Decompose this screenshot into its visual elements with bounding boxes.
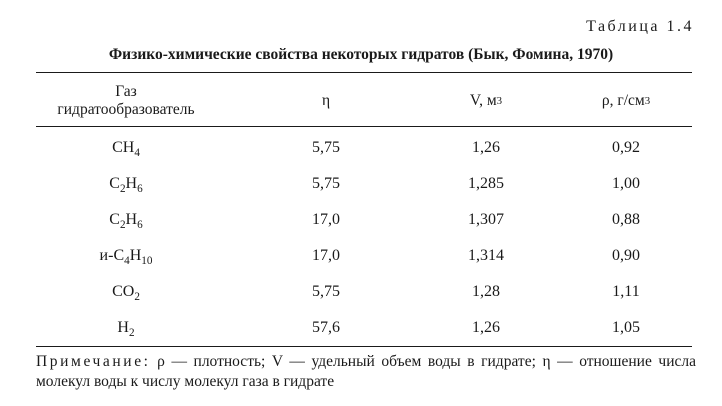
cell-eta: 57,6 [312, 319, 340, 336]
formula-subscript: 2 [119, 183, 126, 195]
cell-density: 0,90 [612, 247, 640, 264]
cell-volume: 1,285 [468, 175, 504, 192]
cell-gas [36, 166, 216, 202]
formula-text: CH [112, 139, 135, 156]
table-row [36, 130, 692, 166]
note-label: Примечание: [36, 353, 151, 370]
cell-volume: 1,307 [468, 211, 504, 228]
formula-subscript: 4 [134, 147, 140, 159]
table-row [36, 238, 692, 274]
table-note [36, 352, 696, 392]
header-volume: V, м 3 [469, 92, 503, 109]
cell-density: 0,88 [612, 211, 640, 228]
header-volume-label: V, м [469, 92, 497, 109]
cell-gas [36, 130, 216, 166]
cell-volume: 1,26 [472, 139, 500, 156]
table-title: Физико-химические свойства некоторых гидратов (Бык, Фомина, 1970) [108, 46, 614, 63]
gas-formula [109, 175, 142, 193]
formula-subscript: 10 [141, 255, 153, 267]
cell-density: 1,11 [612, 283, 640, 300]
formula-subscript: 2 [128, 327, 135, 339]
gas-formula [109, 211, 142, 229]
header-gas-line1: Газ [115, 83, 137, 100]
table-number: Таблица 1.4 [586, 18, 694, 35]
header-density-label: ρ, г/см [601, 92, 645, 109]
formula-text: C [109, 175, 120, 192]
formula-subscript: 4 [124, 255, 130, 267]
formula-subscript: 2 [134, 291, 140, 303]
formula-subscript: 6 [137, 219, 143, 231]
cell-eta: 5,75 [312, 175, 340, 192]
cell-volume: 1,28 [472, 283, 500, 300]
formula-text: и-C [99, 247, 125, 264]
gas-formula [112, 283, 140, 301]
cell-volume: 1,314 [468, 247, 504, 264]
formula-subscript: 6 [137, 183, 143, 195]
formula-text: H [117, 319, 129, 336]
table-header [36, 78, 692, 124]
table-row [36, 202, 692, 238]
cell-density: 1,05 [612, 319, 640, 336]
table-top-rule [36, 72, 692, 73]
formula-text: H [125, 175, 138, 192]
note-text: ρ — плотность; V — удельный объем воды в гидрате; η — отношение числа молекул воды к числу молекул газа в гидрате [36, 353, 696, 390]
cell-gas [36, 202, 216, 238]
formula-subscript: 2 [119, 219, 126, 231]
header-gas-line2: гидратообразователь [57, 101, 195, 118]
table-bottom-rule [36, 346, 692, 347]
cell-gas [36, 274, 216, 310]
header-gas [36, 78, 216, 124]
cell-eta: 5,75 [312, 139, 340, 156]
cell-eta: 17,0 [312, 247, 340, 264]
header-eta: η [321, 92, 331, 109]
gas-formula [117, 319, 134, 337]
formula-text: C [109, 211, 120, 228]
table-row [36, 166, 692, 202]
cell-eta: 5,75 [312, 283, 340, 300]
formula-text: H [129, 247, 142, 264]
gas-formula [100, 247, 153, 265]
table-row [36, 310, 692, 346]
formula-text: H [125, 211, 138, 228]
cell-density: 0,92 [612, 139, 640, 156]
cell-eta: 17,0 [312, 211, 340, 228]
table-row [36, 274, 692, 310]
cell-density: 1,00 [612, 175, 640, 192]
cell-gas [36, 310, 216, 346]
gas-formula [112, 139, 140, 157]
header-density: ρ, г/см 3 [601, 92, 651, 109]
table-header-rule [36, 126, 692, 127]
formula-text: CO [112, 283, 135, 300]
cell-volume: 1,26 [472, 319, 500, 336]
cell-gas [36, 238, 216, 274]
